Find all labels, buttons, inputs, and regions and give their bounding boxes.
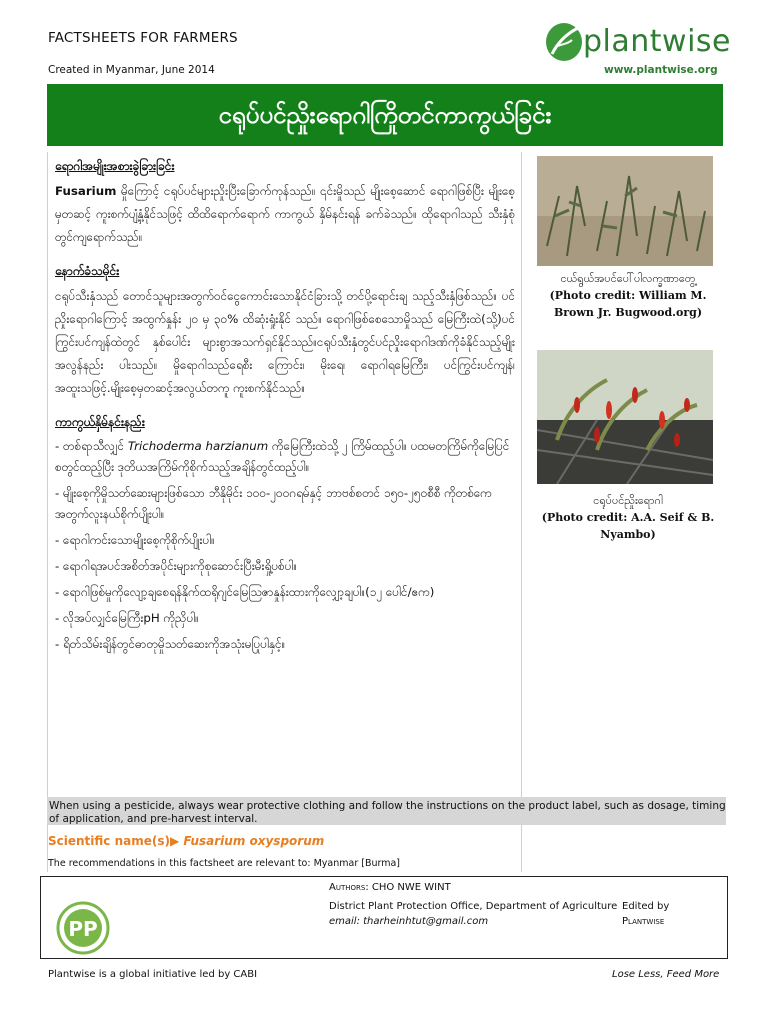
main-content (47, 152, 515, 660)
plantwise-url[interactable]: www.plantwise.org (604, 64, 718, 76)
pathogen-name: Fusarium (55, 184, 117, 198)
title-banner (47, 84, 723, 146)
photo2-caption (540, 492, 716, 543)
motto: Lose Less, Feed More (612, 969, 720, 980)
editor-name: Plantwise (622, 916, 665, 927)
prevention-heading: ကာကွယ်နှိမ်နင်းနည်း (55, 415, 145, 429)
list-item: - ရောဂါဖြစ်မှုကိုလျော့ချစေရန်နိုက်ထရိုဂျင်မြေသြဇာနှုန်းထားကိုလျှော့ချပါ။(၁၂ ပေါင်/ဧက) (55, 585, 435, 599)
list-item: - တစ်ရာသီလျှင် Trichoderma harzianum ကိုမြေကြီးထဲသို့ ၂ ကြိမ်ထည့်ပါ။ ပထမတကြိမ်ကိုမြေပြင်စတွင်ထည့်ပြီး ဒုတိယအကြိမ်ကိုစိုက်သည့်အချိန်တွင်ထည့်ပါ။ (55, 439, 510, 474)
office-line: District Plant Protection Office, Department of Agriculture (329, 901, 618, 912)
photo1-caption-mm: ငယ်ရွယ်အပင်ပေါ်ပါလက္ခဏာတွေ့ (560, 272, 696, 285)
column-rule (521, 152, 522, 872)
wilted-pepper-photo (537, 350, 713, 484)
author-footer (40, 876, 728, 959)
edited-by-label: Edited by (622, 901, 670, 912)
identify-heading: ရောဂါအမျိုးအစားခွဲခြားခြင်း (55, 159, 175, 173)
photo2-caption-mm: ငရုပ်ပင်ညှိုးရောဂါ (593, 494, 663, 507)
email-line[interactable]: email: tharheinhtut@gmail.com (329, 916, 489, 927)
list-item: - ရောဂါကင်းသောမျိုးစေ့ကိုစိုက်ပျိုးပါ။ (55, 533, 215, 547)
list-item: - ရောဂါရအပင်အစိတ်အပိုင်းများကိုစုဆောင်းပြီးမီးရှို့ပစ်ပါ။ (55, 559, 298, 573)
list-item: - လိုအပ်လျှင်မြေကြီးpH ကိုညှိပါ။ (55, 611, 199, 625)
pp-emblem-icon (53, 901, 113, 955)
factsheet-series-title: FACTSHEETS FOR FARMERS (48, 30, 238, 46)
recommendations-scope: The recommendations in this factsheet are relevant to: Myanmar [Burma] (48, 858, 401, 869)
list-item: - ရိတ်သိမ်းချိန်တွင်ဓာတုမှိုသတ်ဆေးကိုအသုံးမပြုပါနှင့်။ (55, 637, 286, 651)
scientific-name-line (48, 834, 324, 848)
plantwise-logo-text: plantwise (583, 24, 731, 59)
identify-paragraph (55, 180, 515, 249)
identify-text: မှိုကြောင့် ငရုပ်ပင်များညှိုးပြီးခြောက်ကုန်သည်။ ၎င်းမှိုသည် မျိုးစေ့ဆောင် ရောဂါဖြစ်ပြီး မျိုးစေ့မှတဆင့် ကူးစက်ပျံ့နှံ့နိုင်သဖြင့် ထိထိရောက်ရောက် ကာကွယ် နှိမ်နင်းရန် ခက်ခဲသည်။ ထိုရောဂါသည် သီးနှံစုံတွင်ကျရောက်သည်။ (55, 184, 515, 244)
prevention-list (55, 436, 515, 655)
seedling-symptom-photo (537, 156, 713, 266)
trichoderma-name: Trichoderma harzianum (127, 439, 269, 453)
scientific-name: Fusarium oxysporum (183, 834, 325, 848)
photo1-caption (540, 270, 716, 321)
pesticide-warning: When using a pesticide, always wear protective clothing and follow the instructions on the product label, such as dosage, timing of application, and pre-harvest interval. (47, 797, 726, 825)
triangle-right-icon: ▶ (169, 834, 180, 848)
created-date: Created in Myanmar, June 2014 (48, 64, 215, 76)
photo2-credit: (Photo credit: A.A. Seif & B. Nyambo) (541, 511, 715, 541)
plantwise-leaf-icon (542, 20, 586, 64)
photo1-credit: (Photo credit: William M. Brown Jr. Bugwood.org) (549, 289, 707, 319)
background-paragraph: ငရုပ်သီးနှံသည် တောင်သူများအတွက်ဝင်ငွေကောင်းသောနိုင်ငံခြားသို့ တင်ပို့ရောင်းချ သည့်သီးနှံဖြစ်သည်။ ပင်ညှိုးရောဂါကြောင့် အထွက်နှုန်း ၂၀ မှ ၃၀% ထိဆုံးရှုံးနိုင် သည်။ ရောဂါဖြစ်စေသောမှိုသည် မြေကြီးထဲ(သို့)ပင်ကြွင်းပင်ကျန်ထဲတွင် နှစ်ပေါင်း များစွာအသက်ရှင်နိုင်သည်။ငရုပ်သီးနှံတွင်ပင်ညှိုးရောဂါဒဏ်ကိုခံနိုင်သည့်မျိုးအလွန်နည်း ပါးသည်။ မှိုရောဂါသည်ရေစီး ကြောင်း၊ မိုးရေ၊ ရောဂါရမြေကြီး၊ ပင်ကြွင်းပင်ကျန်၊ အထူးသဖြင့်.မျိုးစေ့မှတဆင့်အလွယ်တကူ ကူးစက်နိုင်သည်။ (55, 289, 515, 395)
background-heading: နောက်ခံသမိုင်း (55, 264, 120, 278)
svg-text:PP: PP (68, 917, 98, 941)
authors-line: Authors: CHO NWE WINT (329, 882, 451, 893)
scientific-name-label: Scientific name(s) (48, 834, 170, 848)
factsheet-title: ငရုပ်ပင်ညှိုးရောဂါကြိုတင်ကာကွယ်ခြင်း (218, 101, 552, 129)
list-item: - မျိုးစေ့ကိုမှိုသတ်ဆေးများဖြစ်သော ဘီနိုမိုင်း ၁၀၀-၂၀၀ဂရမ်နှင့် ဘာဗစ်စတင် ၁၅၀-၂၅၀စီစီ ကိုတစ်ကေအတွက်လူးနယ်စိုက်ပျိုးပါ။ (55, 486, 492, 521)
cabi-note: Plantwise is a global initiative led by CABI (48, 969, 258, 980)
